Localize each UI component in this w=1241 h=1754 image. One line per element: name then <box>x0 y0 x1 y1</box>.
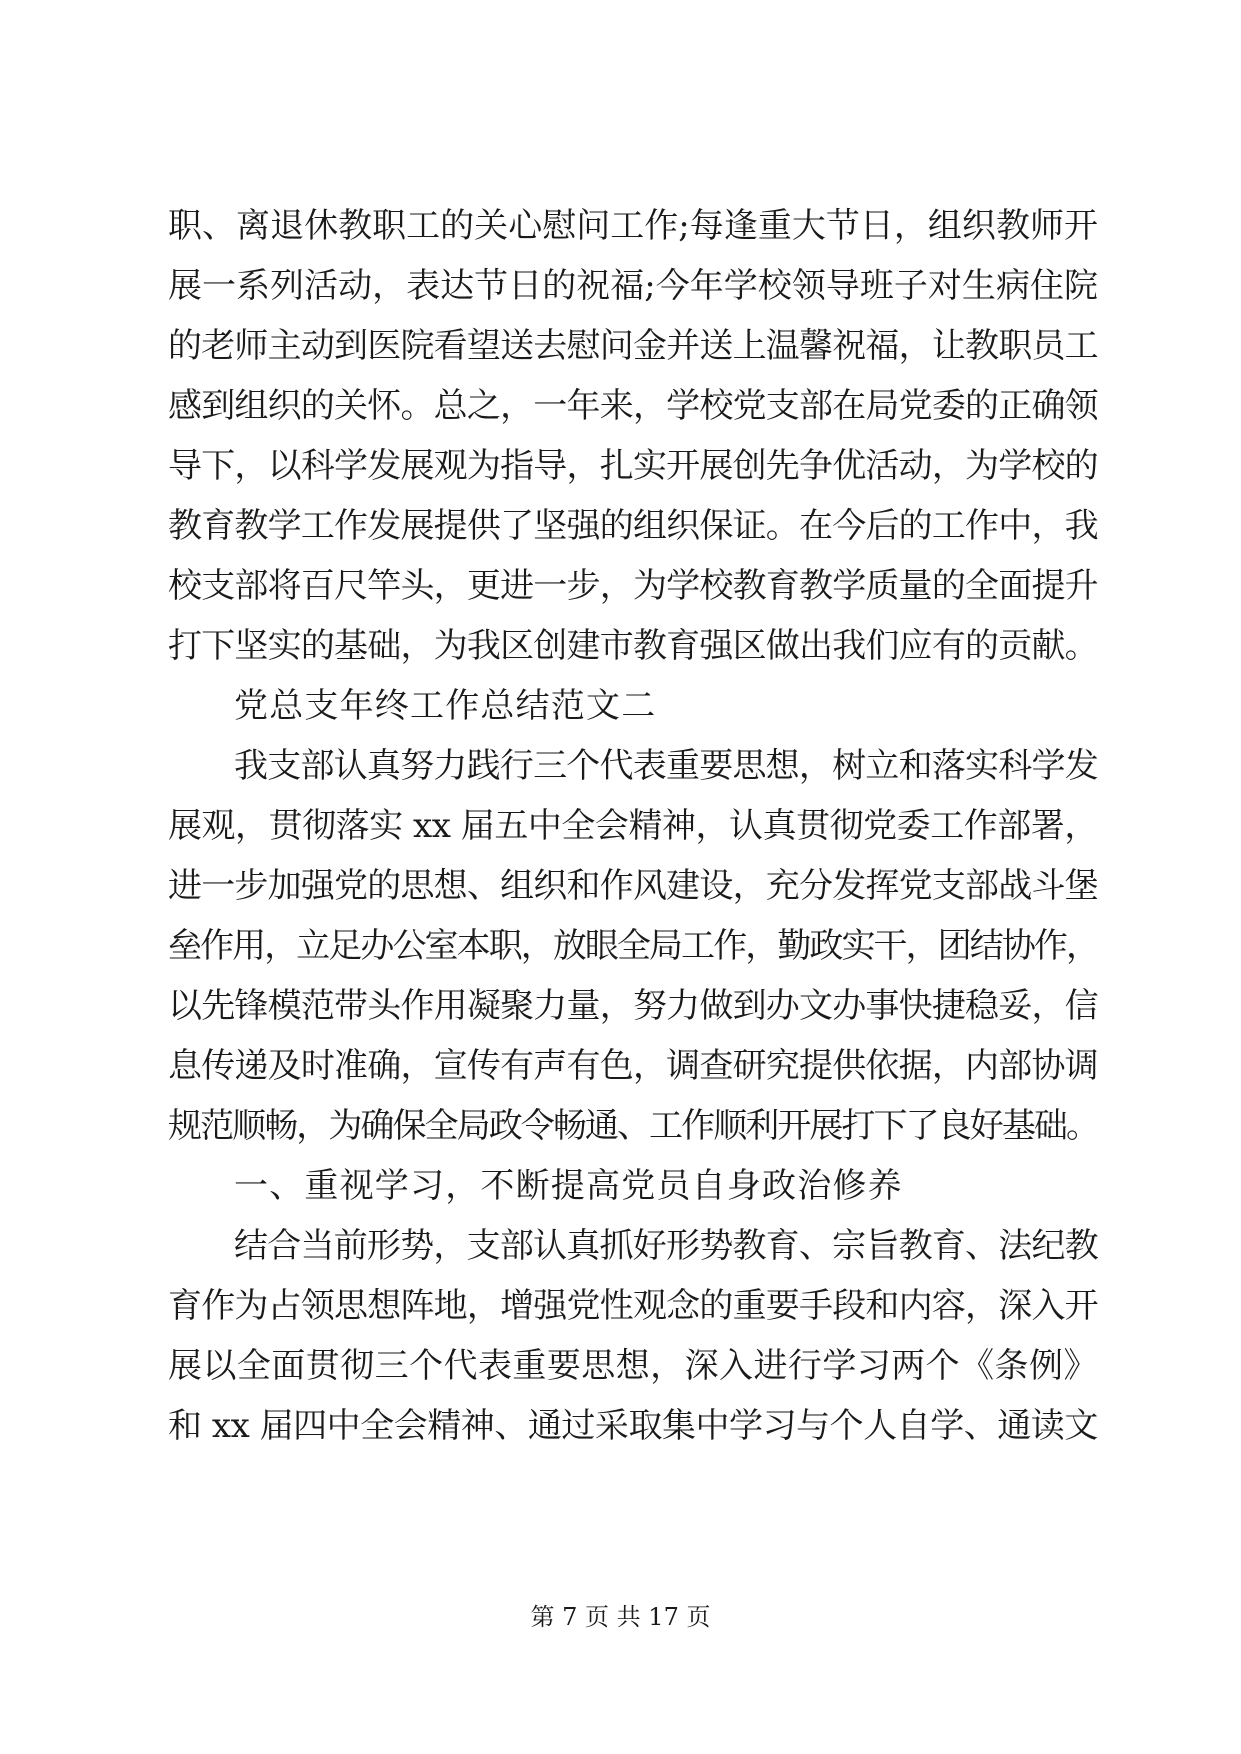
section-heading: 党总支年终工作总结范文二 <box>234 686 657 726</box>
body-text-line: 展观，贯彻落实 xx 届五中全会精神，认真贯彻党委工作部署， <box>168 806 1098 846</box>
body-text-line: 展以全面贯彻三个代表重要思想，深入进行学习两个《条例》 <box>168 1346 1098 1386</box>
page-number-footer: 第 7 页 共 17 页 <box>530 1603 711 1631</box>
section-heading: 一、重视学习，不断提高党员自身政治修养 <box>234 1166 903 1206</box>
body-text-line: 职、离退休教职工的关心慰问工作;每逢重大节日，组织教师开 <box>168 206 1099 246</box>
paragraph-first-line: 结合当前形势，支部认真抓好形势教育、宗旨教育、法纪教 <box>234 1226 1098 1266</box>
body-text-line: 进一步加强党的思想、组织和作风建设，充分发挥党支部战斗堡 <box>168 866 1098 906</box>
body-text-line: 的老师主动到医院看望送去慰问金并送上温馨祝福，让教职员工 <box>168 326 1098 366</box>
body-text-line: 导下，以科学发展观为指导，扎实开展创先争优活动，为学校的 <box>168 446 1098 486</box>
body-text-line: 感到组织的关怀。总之，一年来，学校党支部在局党委的正确领 <box>168 386 1098 426</box>
body-text-line: 打下坚实的基础，为我区创建市教育强区做出我们应有的贡献。 <box>168 626 1098 666</box>
body-text-line: 和 xx 届四中全会精神、通过采取集中学习与个人自学、通读文 <box>168 1406 1098 1446</box>
body-text-line: 垒作用，立足办公室本职，放眼全局工作，勤政实干，团结协作， <box>168 926 1099 966</box>
body-text-line: 以先锋模范带头作用凝聚力量，努力做到办文办事快捷稳妥，信 <box>168 986 1098 1026</box>
body-text-line: 校支部将百尺竿头，更进一步，为学校教育教学质量的全面提升 <box>168 566 1098 606</box>
body-text-line: 育作为占领思想阵地，增强党性观念的重要手段和内容，深入开 <box>168 1286 1098 1326</box>
paragraph-first-line: 我支部认真努力践行三个代表重要思想，树立和落实科学发 <box>234 746 1098 786</box>
body-text-line: 展一系列活动，表达节日的祝福;今年学校领导班子对生病住院 <box>168 266 1099 306</box>
body-text-line: 规范顺畅，为确保全局政令畅通、工作顺利开展打下了良好基础。 <box>168 1106 1099 1146</box>
body-text-line: 息传递及时准确，宣传有声有色，调查研究提供依据，内部协调 <box>168 1046 1098 1086</box>
body-text-line: 教育教学工作发展提供了坚强的组织保证。在今后的工作中，我 <box>168 506 1098 546</box>
